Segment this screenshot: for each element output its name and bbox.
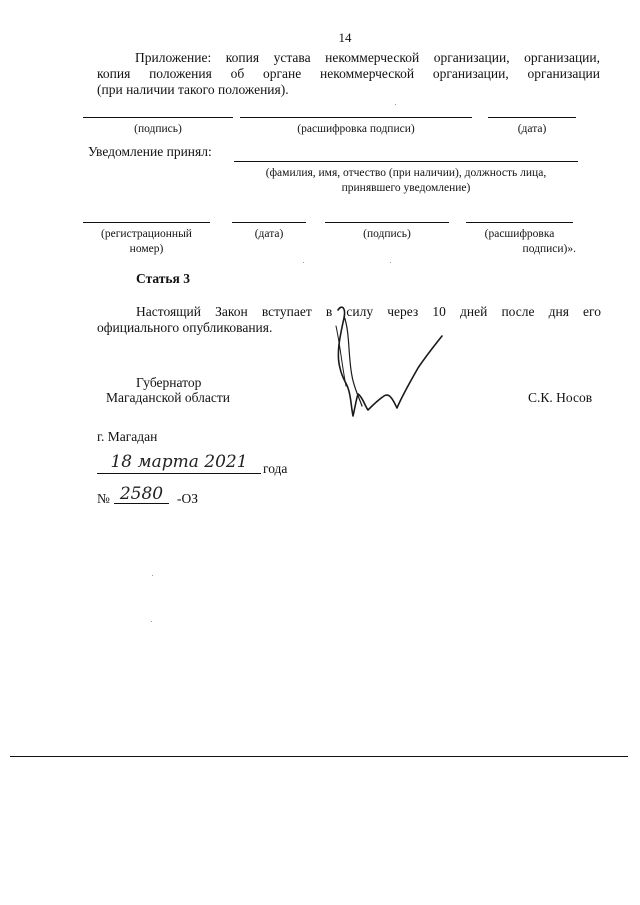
date-suffix: года <box>263 461 288 476</box>
notice-recipient-line <box>234 161 578 162</box>
date-caption-2: (дата) <box>254 228 284 240</box>
number-prefix: № <box>97 491 110 506</box>
date-caption: (дата) <box>517 123 547 135</box>
notice-label: Уведомление принял: <box>88 144 212 159</box>
appendix-line-3: (при наличии такого положения). <box>97 82 289 97</box>
scan-speck <box>395 104 396 105</box>
signature-caption-2: (подпись) <box>363 228 411 240</box>
page-number: 14 <box>338 30 352 45</box>
article-3-line-1: Настоящий Закон вступает в силу через 10 дней после дня его <box>136 304 601 319</box>
signature-decoding-caption: (расшифровка подписи) <box>297 123 415 135</box>
article-3-title: Статья 3 <box>136 271 190 286</box>
reg-number-caption-2: номер) <box>129 243 164 255</box>
decoding-caption-2b: подписи)». <box>522 243 576 255</box>
governor-title-line-1: Губернатор <box>136 375 202 390</box>
governor-title-line-2: Магаданской области <box>106 390 230 405</box>
decoding-caption-2a: (расшифровка <box>484 228 555 240</box>
handwritten-number: 2580 <box>119 484 164 504</box>
scan-speck <box>151 621 152 622</box>
appendix-line-1: Приложение: копия устава некоммерческой организации, организации, <box>135 50 600 65</box>
governor-signature-icon <box>318 296 458 426</box>
date-line <box>488 117 576 118</box>
place: г. Магадан <box>97 429 158 444</box>
governor-name: С.К. Носов <box>528 390 593 405</box>
notice-caption-line-2: принявшего уведомление) <box>341 182 471 194</box>
signature-caption: (подпись) <box>134 123 182 135</box>
scan-speck <box>152 575 153 576</box>
signature-line <box>83 117 233 118</box>
handwritten-date: 18 марта 2021 <box>110 452 248 472</box>
reg-number-caption-1: (регистрационный <box>101 228 192 240</box>
number-suffix: -ОЗ <box>177 491 199 506</box>
appendix-line-2: копия положения об органе некоммерческой организации, организации <box>97 66 600 81</box>
number-underline <box>114 503 169 504</box>
notice-caption-line-1: (фамилия, имя, отчество (при наличии), должность лица, <box>265 167 547 179</box>
date-underline <box>97 473 261 474</box>
bottom-rule <box>10 756 628 757</box>
scan-speck <box>390 262 391 263</box>
date-line-2 <box>232 222 306 223</box>
decoding-line-2 <box>466 222 573 223</box>
scan-speck <box>303 262 304 263</box>
reg-number-line <box>83 222 210 223</box>
article-3-line-2: официального опубликования. <box>97 320 273 335</box>
signature-decoding-line <box>240 117 472 118</box>
signature-line-2 <box>325 222 449 223</box>
